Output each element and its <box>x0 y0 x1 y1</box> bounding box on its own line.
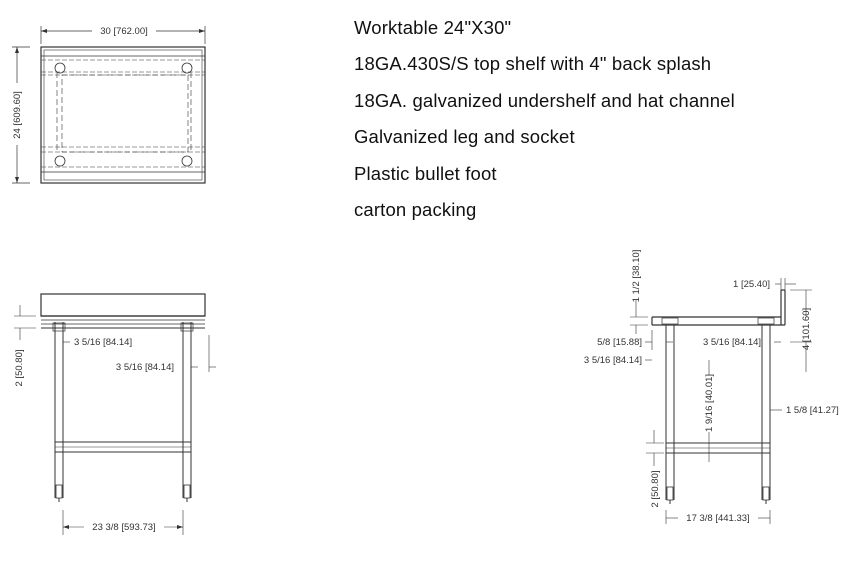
side-backsplash-height-label: 4 [101.60] <box>801 307 812 351</box>
top-width-label: 30 [762.00] <box>100 26 148 37</box>
spec-foot: Plastic bullet foot <box>354 162 497 184</box>
side-backsplash-top-label: 1 [25.40] <box>733 279 770 290</box>
side-top-thickness-label: 1 1/2 [38.10] <box>631 249 642 303</box>
front-leg-offset-right-label: 3 5/16 [84.14] <box>115 362 174 373</box>
spec-undershelf: 18GA. galvanized undershelf and hat channel <box>354 89 735 111</box>
front-leg-span-label: 23 3/8 [593.73] <box>92 522 156 533</box>
spec-packing: carton packing <box>354 199 477 221</box>
side-foot-label: 2 [50.80] <box>650 470 661 508</box>
side-leg-offset-front-label: 3 5/16 [84.14] <box>583 355 642 366</box>
spec-title: Worktable 24"X30" <box>354 17 512 38</box>
front-splash-label: 2 [50.80] <box>14 349 25 387</box>
side-channel-label: 1 9/16 [40.01] <box>704 373 715 433</box>
front-leg-offset-left-label: 3 5/16 [84.14] <box>74 337 133 348</box>
front-view <box>14 294 216 535</box>
spec-top-shelf: 18GA.430S/S top shelf with 4" back splash <box>354 53 712 75</box>
side-leg-size-label: 1 5/8 [41.27] <box>786 405 839 416</box>
spec-legs: Galvanized leg and socket <box>354 126 575 148</box>
side-leg-offset-back-label: 3 5/16 [84.14] <box>702 337 762 348</box>
side-leg-span-label: 17 3/8 [441.33] <box>686 513 750 524</box>
top-view <box>12 26 205 183</box>
side-edge-label: 5/8 [15.88] <box>597 337 642 348</box>
top-depth-label: 24 [609.60] <box>12 91 23 139</box>
